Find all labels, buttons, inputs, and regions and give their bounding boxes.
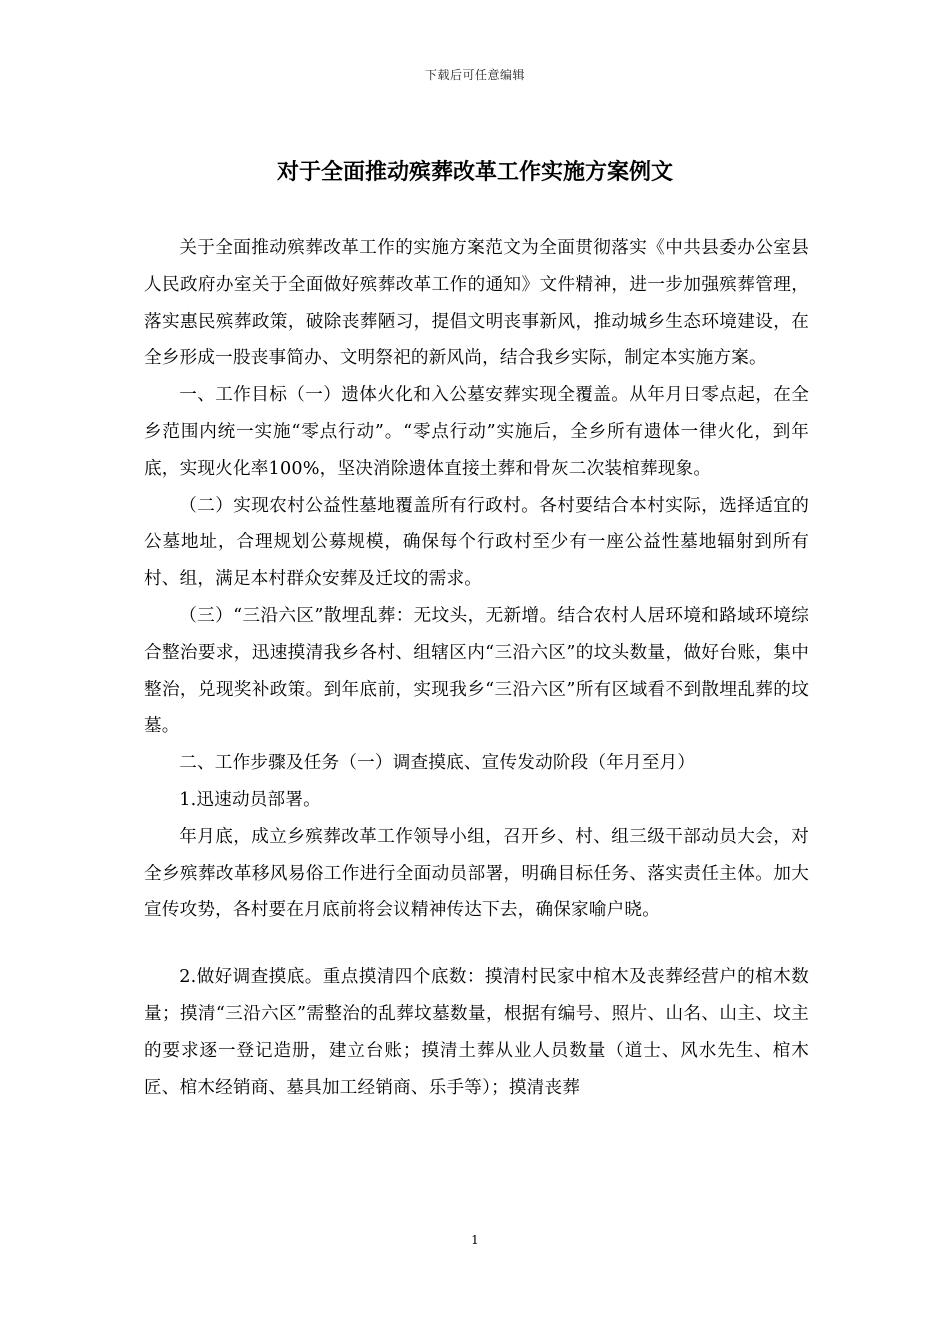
- document-body: [144, 230, 809, 1106]
- paragraph-goal-3: （三）“三沿六区”散埋乱葬：无坟头，无新增。结合农村人居环境和路域环境综合整治要求，迅速摸清我乡各村、组辖区内“三沿六区”的坟头数量，做好台账，集中整治，兑现奖补政策。到年底前，实现我乡“三沿六区”所有区域看不到散埋乱葬的坟墓。: [144, 605, 809, 737]
- paragraph-steps-heading: 二、工作步骤及任务（一）调查摸底、宣传发动阶段（年月至月）: [179, 753, 696, 774]
- paragraph-intro: 关于全面推动殡葬改革工作的实施方案范文为全面贯彻落实《中共县委办公室县人民政府办室关于全面做好殡葬改革工作的通知》文件精神，进一步加强殡葬管理，落实惠民殡葬政策，破除丧葬陋习，提倡文明丧事新风，推动城乡生态环境建设，在全乡形成一股丧事简办、文明祭祀的新风尚，结合我乡实际，制定本实施方案。: [144, 238, 809, 369]
- paragraph-goal-1: 一、工作目标（一）遗体火化和入公墓安葬实现全覆盖。从年月日零点起，在全乡范围内统一实施“零点行动”。“零点行动”实施后，全乡所有遗体一律火化，到年底，实现火化率100%，坚决消除遗体直接土葬和骨灰二次装棺葬现象。: [144, 385, 809, 479]
- paragraph-step-2: 2.做好调查摸底。重点摸清四个底数：摸清村民家中棺木及丧葬经营户的棺木数量；摸清“三沿六区”需整治的乱葬坟墓数量，根据有编号、照片、山名、山主、坟主的要求逐一登记造册，建立台账；摸清土葬从业人员数量（道士、风水先生、棺木匠、棺木经销商、墓具加工经销商、乐手等）；摸清丧葬: [144, 967, 809, 1098]
- document-title: 对于全面推动殡葬改革工作实施方案例文: [276, 160, 673, 185]
- page-number: 1: [471, 1233, 479, 1247]
- paragraph-goal-2: （二）实现农村公益性墓地覆盖所有行政村。各村要结合本村实际，选择适宜的公墓地址，合理规划公募规模，确保每个行政村至少有一座公益性墓地辐射到所有村、组，满足本村群众安葬及迁坟的需求。: [144, 495, 809, 590]
- paragraph-step-1: 年月底，成立乡殡葬改革工作领导小组，召开乡、村、组三级干部动员大会，对全乡殡葬改革移风易俗工作进行全面动员部署，明确目标任务、落实责任主体。加大宣传攻势，各村要在月底前将会议精神传达下去，确保家喻户晓。: [144, 826, 809, 921]
- header-note: 下载后可任意编辑: [424, 68, 525, 82]
- paragraph-step-1-heading: 1.迅速动员部署。: [179, 789, 321, 810]
